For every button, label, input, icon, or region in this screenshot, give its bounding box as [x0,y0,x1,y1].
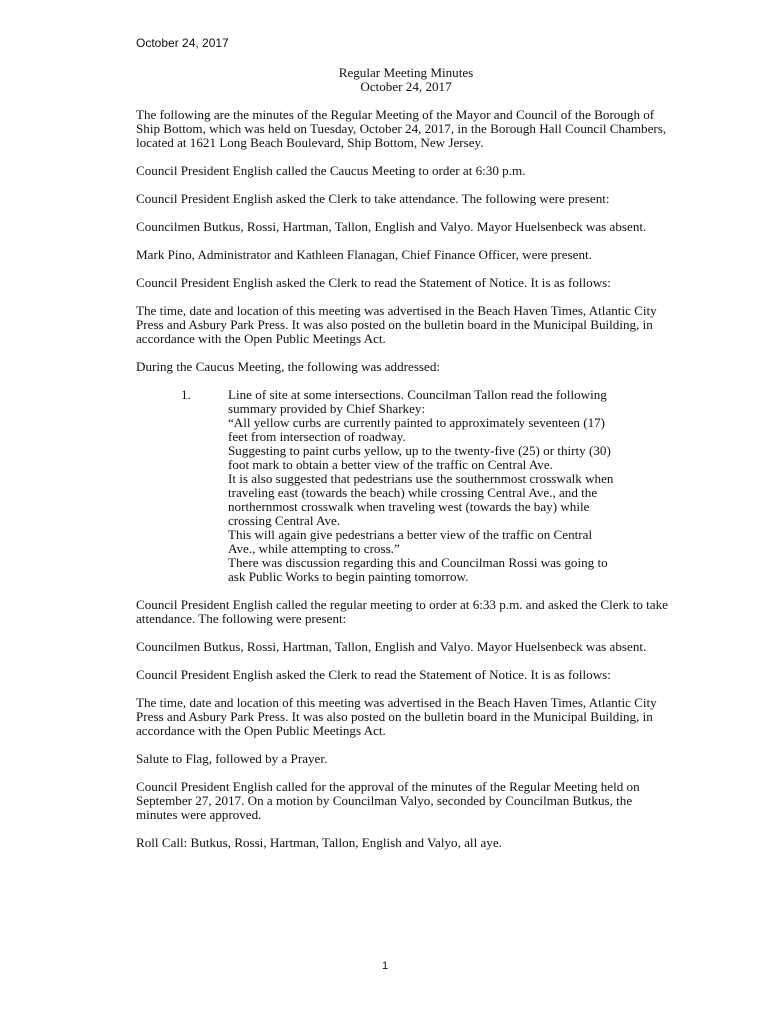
list-item [136,388,676,584]
list-line: “All yellow curbs are currently painted to approximately seventeen (17) [228,415,606,430]
list-line: It is also suggested that pedestrians use the southernmost crosswalk when [228,471,614,486]
list-line: Ave., while attempting to cross.” [228,541,400,556]
header-date: October 24, 2017 [136,36,229,50]
list-item-text [228,388,676,584]
paragraph-attendance-list: Councilmen Butkus, Rossi, Hartman, Tallon, English and Valyo. Mayor Huelsenbeck was absent. [136,219,647,234]
list-line: Line of site at some intersections. Councilman Tallon read the following [228,387,607,402]
list-line: crossing Central Ave. [228,513,341,528]
list-line: traveling east (towards the beach) while crossing Central Ave., and the [228,485,598,500]
list-line: ask Public Works to begin painting tomorrow. [228,569,469,584]
document-title-date: October 24, 2017 [360,79,452,94]
paragraph-regular-called: Council President English called the regular meeting to order at 6:33 p.m. and asked the Clerk to take attendance. The following were present: [136,597,668,626]
document-title: Regular Meeting Minutes [338,65,474,80]
list-line: Suggesting to paint curbs yellow, up to the twenty-five (25) or thirty (30) [228,443,611,458]
list-line: This will again give pedestrians a better view of the traffic on Central [228,527,593,542]
page-number: 1 [381,960,389,972]
list-line: northernmost crosswalk when traveling west (towards the bay) while [228,499,590,514]
list-line: feet from intersection of roadway. [228,429,406,444]
list-line: summary provided by Chief Sharkey: [228,401,426,416]
list-line: foot mark to obtain a better view of the traffic on Central Ave. [228,457,553,472]
paragraph-notice-statement-2: The time, date and location of this meeting was advertised in the Beach Haven Times, Atlantic City Press and Asbury Park Press. It was also posted on the bulletin board in the Municipal Building, in accordance with the Open Public Meetings Act. [136,695,657,738]
paragraph-minutes-approval: Council President English called for the approval of the minutes of the Regular Meeting held on September 27, 2017. On a motion by Councilman Valyo, seconded by Councilman Butkus, the minutes were approved. [136,779,640,822]
list-item-number: 1. [181,387,191,402]
paragraph-attendance-request: Council President English asked the Clerk to take attendance. The following were present: [136,191,610,206]
paragraph-notice-request-2: Council President English asked the Clerk to read the Statement of Notice. It is as follows: [136,667,611,682]
paragraph-caucus-addressed: During the Caucus Meeting, the following was addressed: [136,359,441,374]
title-block [136,66,676,94]
paragraph-staff-present: Mark Pino, Administrator and Kathleen Flanagan, Chief Finance Officer, were present. [136,247,592,262]
paragraph-intro: The following are the minutes of the Regular Meeting of the Mayor and Council of the Borough of Ship Bottom, which was held on Tuesday, October 24, 2017, in the Borough Hall Council Chambers, located at 1621 Long Beach Boulevard, Ship Bottom, New Jersey. [136,107,667,150]
paragraph-salute: Salute to Flag, followed by a Prayer. [136,751,328,766]
paragraph-notice-request: Council President English asked the Clerk to read the Statement of Notice. It is as follows: [136,275,611,290]
paragraph-notice-statement: The time, date and location of this meeting was advertised in the Beach Haven Times, Atlantic City Press and Asbury Park Press. It was also posted on the bulletin board in the Municipal Building, in accordance with the Open Public Meetings Act. [136,303,657,346]
paragraph-attendance-list-2: Councilmen Butkus, Rossi, Hartman, Tallon, English and Valyo. Mayor Huelsenbeck was absent. [136,639,647,654]
paragraph-roll-call: Roll Call: Butkus, Rossi, Hartman, Tallon, English and Valyo, all aye. [136,835,502,850]
list-line: There was discussion regarding this and Councilman Rossi was going to [228,555,608,570]
paragraph-caucus-called: Council President English called the Caucus Meeting to order at 6:30 p.m. [136,163,526,178]
document-body [136,66,676,864]
